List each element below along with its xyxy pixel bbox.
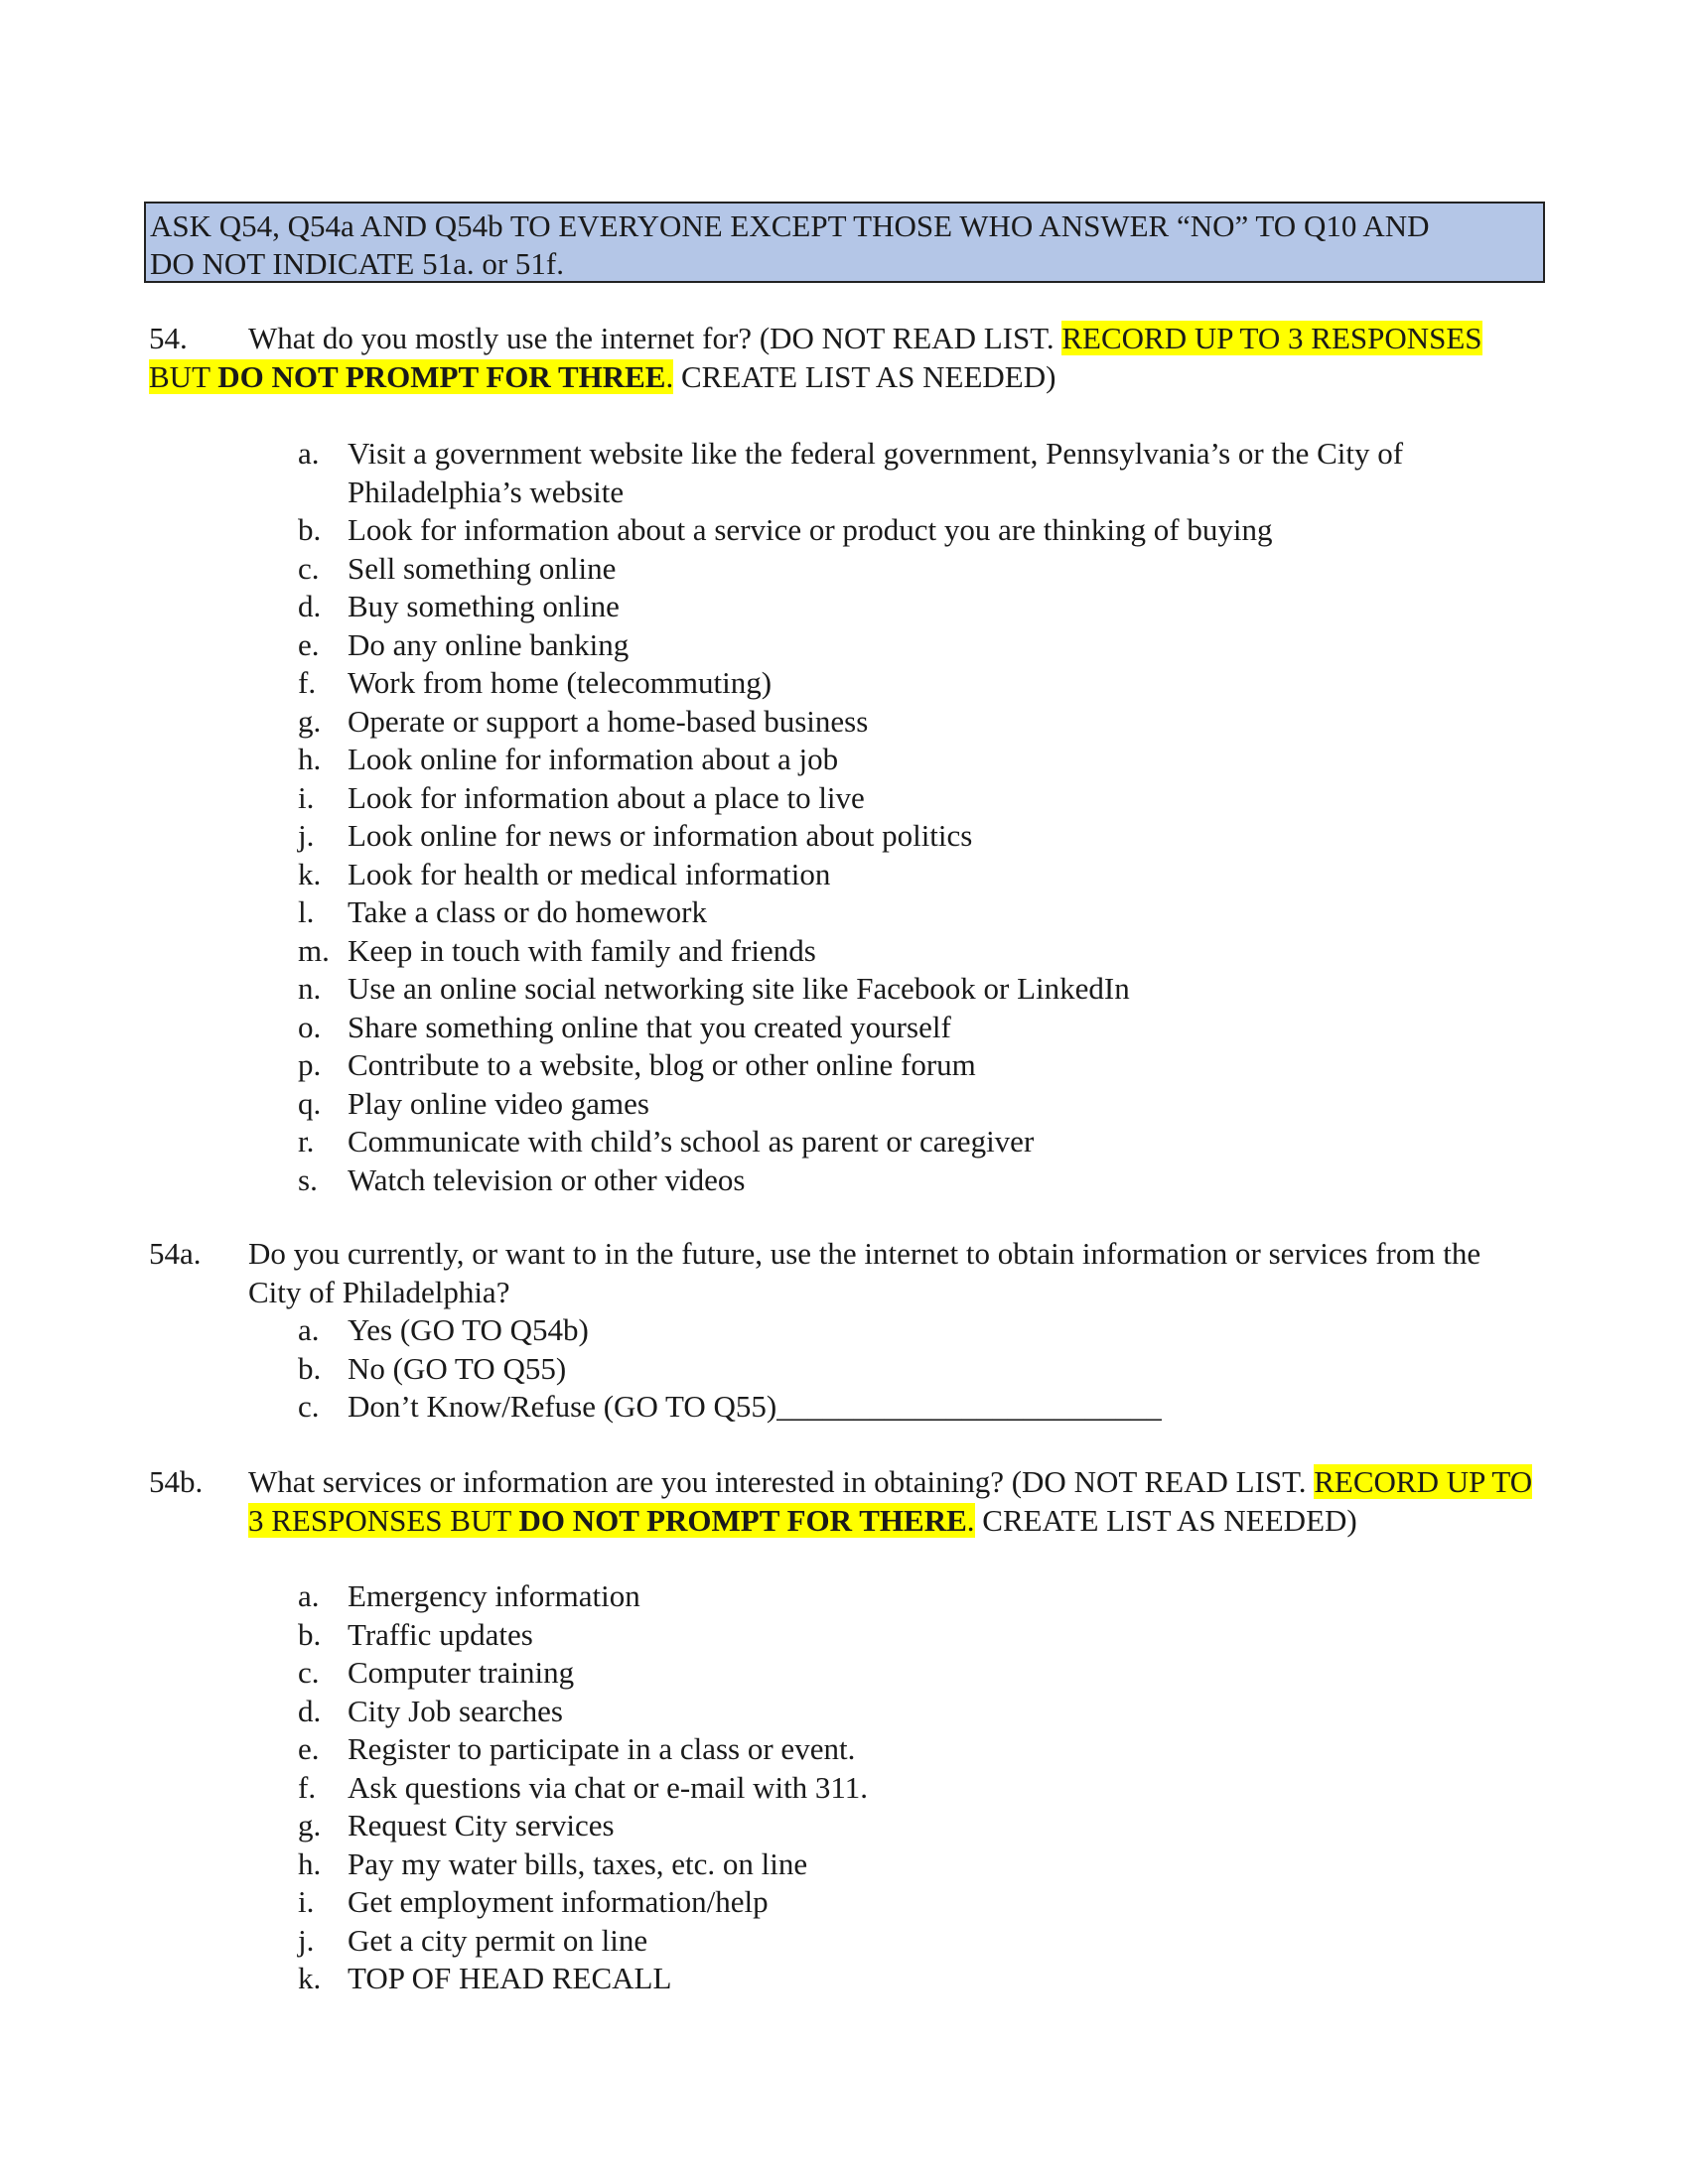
highlight-period: . — [665, 358, 674, 394]
choice-letter: l. — [298, 894, 315, 929]
choice-letter: b. — [298, 1616, 322, 1652]
choice-text: Request City services — [348, 1808, 615, 1843]
choice-item — [298, 703, 1539, 742]
choice-text: Yes (GO TO Q54b) — [348, 1312, 589, 1347]
choice-letter: s. — [298, 1161, 318, 1197]
choice-letter: e. — [298, 626, 320, 662]
choice-text: Play online video games — [348, 1085, 649, 1121]
choice-letter: h. — [298, 742, 322, 776]
choice-item — [298, 1730, 1539, 1769]
choice-text: Ask questions via chat or e-mail with 311. — [348, 1769, 869, 1805]
highlight-text: RECORD UP TO 3 RESPONSES BUT — [149, 321, 1482, 394]
choice-item — [298, 1693, 1539, 1731]
choice-item — [298, 1845, 1539, 1884]
choice-letter: c. — [298, 1655, 320, 1690]
choice-item — [298, 511, 1539, 550]
question-text — [149, 320, 1539, 396]
question-text-plain: What services or information are you interested in obtaining? (DO NOT READ LIST. — [248, 1464, 1315, 1499]
choice-letter: n. — [298, 971, 322, 1006]
choice-item — [298, 1161, 1539, 1200]
choice-item — [298, 550, 1539, 589]
instruction-line-1: ASK Q54, Q54a AND Q54b TO EVERYONE EXCEPT THOSE WHO ANSWER “NO” TO Q10 AND — [150, 208, 1430, 243]
choice-letter: k. — [298, 1961, 322, 1995]
choice-item — [298, 817, 1539, 856]
choice-item — [298, 1807, 1539, 1845]
choice-text: Get a city permit on line — [348, 1922, 648, 1958]
choice-item — [298, 1769, 1539, 1808]
question-text: Do you currently, or want to in the future, use the internet to obtain information or services from the City of Philadelphia? — [248, 1236, 1481, 1309]
choice-text: Work from home (telecommuting) — [348, 665, 773, 700]
choice-item — [298, 741, 1539, 779]
choice-text: Sell something online — [348, 550, 617, 586]
choice-text: Don’t Know/Refuse (GO TO Q55)_________________________ — [348, 1389, 1162, 1424]
choice-item — [298, 435, 1539, 511]
question-54a — [149, 1235, 1539, 1311]
choice-letter: h. — [298, 1845, 322, 1881]
choice-item — [298, 893, 1539, 932]
choice-text: Look for information about a place to live — [348, 779, 865, 815]
choice-item — [298, 779, 1539, 818]
choice-letter: g. — [298, 703, 322, 739]
choice-item — [298, 1123, 1539, 1161]
question-text-plain-end: CREATE LIST AS NEEDED) — [673, 358, 1056, 394]
choice-text: Visit a government website like the federal government, Pennsylvania’s or the City of Philadelphia’s website — [348, 436, 1404, 509]
choice-item — [298, 1654, 1539, 1693]
choice-text: Get employment information/help — [348, 1884, 769, 1919]
choice-item — [298, 1883, 1539, 1922]
choice-text: Buy something online — [348, 589, 620, 623]
choice-item — [298, 970, 1539, 1009]
choice-text: Share something online that you created yourself — [348, 1009, 951, 1044]
question-54 — [149, 320, 1539, 396]
choice-text: Look online for information about a job — [348, 742, 839, 776]
choice-letter: k. — [298, 856, 322, 891]
choice-text: Pay my water bills, taxes, etc. on line — [348, 1845, 808, 1881]
choice-text: Operate or support a home-based business — [348, 703, 869, 739]
question-number: 54b. — [149, 1464, 204, 1499]
choice-letter: j. — [298, 818, 315, 853]
highlight-period: . — [966, 1502, 975, 1538]
choice-text: City Job searches — [348, 1693, 563, 1728]
choice-letter: f. — [298, 1769, 317, 1805]
choice-item — [298, 856, 1539, 894]
choice-text: Do any online banking — [348, 626, 630, 662]
choice-letter: d. — [298, 1693, 322, 1728]
choice-letter: j. — [298, 1922, 315, 1958]
choice-text: Computer training — [348, 1655, 575, 1690]
choice-item — [298, 1009, 1539, 1047]
choice-text: Use an online social networking site like Facebook or LinkedIn — [348, 971, 1130, 1006]
instruction-box — [144, 202, 1545, 283]
choice-letter: i. — [298, 779, 315, 815]
question-text — [248, 1463, 1539, 1540]
choice-text: Traffic updates — [348, 1616, 533, 1652]
choice-letter: a. — [298, 1312, 320, 1347]
choice-letter: o. — [298, 1009, 322, 1044]
choice-item — [298, 932, 1539, 971]
choice-item — [298, 1960, 1539, 1998]
choice-item — [298, 626, 1539, 665]
choice-letter: q. — [298, 1085, 322, 1121]
choice-item — [298, 1311, 1539, 1350]
choice-letter: g. — [298, 1808, 322, 1843]
highlight-bold-text: DO NOT PROMPT FOR THREE — [217, 358, 666, 394]
choice-item — [298, 664, 1539, 703]
choice-item — [298, 1350, 1539, 1389]
choice-text: Look online for news or information about politics — [348, 818, 973, 853]
choice-letter: d. — [298, 589, 322, 623]
question-54b — [149, 1463, 1539, 1540]
choice-letter: m. — [298, 932, 330, 968]
choice-text: Emergency information — [348, 1578, 640, 1613]
choice-letter: c. — [298, 550, 320, 586]
choice-item — [298, 588, 1539, 626]
question-text-plain-end: CREATE LIST AS NEEDED) — [974, 1502, 1357, 1538]
choice-item — [298, 1046, 1539, 1085]
choice-text: No (GO TO Q55) — [348, 1350, 567, 1386]
choice-letter: c. — [298, 1389, 320, 1424]
choice-item — [298, 1388, 1539, 1427]
choice-text: Register to participate in a class or event. — [348, 1731, 856, 1766]
choice-item — [298, 1085, 1539, 1124]
q54b-choice-list — [298, 1577, 1539, 1998]
choice-letter: f. — [298, 665, 317, 700]
choice-item — [298, 1616, 1539, 1655]
choice-letter: b. — [298, 512, 322, 547]
choice-text: Look for information about a service or product you are thinking of buying — [348, 512, 1273, 547]
highlight-bold-text: DO NOT PROMPT FOR THERE — [518, 1502, 967, 1538]
choice-letter: r. — [298, 1124, 315, 1159]
choice-text: Contribute to a website, blog or other online forum — [348, 1047, 976, 1082]
choice-letter: p. — [298, 1047, 322, 1082]
choice-text: Keep in touch with family and friends — [348, 932, 816, 968]
choice-text: Look for health or medical information — [348, 856, 831, 891]
choice-letter: b. — [298, 1350, 322, 1386]
question-number: 54a. — [149, 1236, 202, 1271]
q54-choice-list — [298, 435, 1539, 1199]
question-text-plain: What do you mostly use the internet for? (DO NOT READ LIST. — [248, 321, 1062, 355]
instruction-line-2: DO NOT INDICATE 51a. or 51f. — [150, 245, 565, 281]
choice-text: Watch television or other videos — [348, 1161, 746, 1197]
q54a-choice-list — [298, 1311, 1539, 1427]
choice-letter: e. — [298, 1731, 320, 1766]
question-number: 54. — [149, 321, 188, 355]
choice-item — [298, 1922, 1539, 1961]
choice-item — [298, 1577, 1539, 1616]
choice-text: Communicate with child’s school as parent or caregiver — [348, 1124, 1035, 1159]
choice-text: Take a class or do homework — [348, 894, 707, 929]
highlight-text: RECORD UP TO 3 RESPONSES BUT — [248, 1464, 1533, 1538]
choice-text: TOP OF HEAD RECALL — [348, 1961, 672, 1995]
choice-letter: a. — [298, 436, 320, 471]
choice-letter: a. — [298, 1578, 320, 1613]
choice-letter: i. — [298, 1884, 315, 1919]
